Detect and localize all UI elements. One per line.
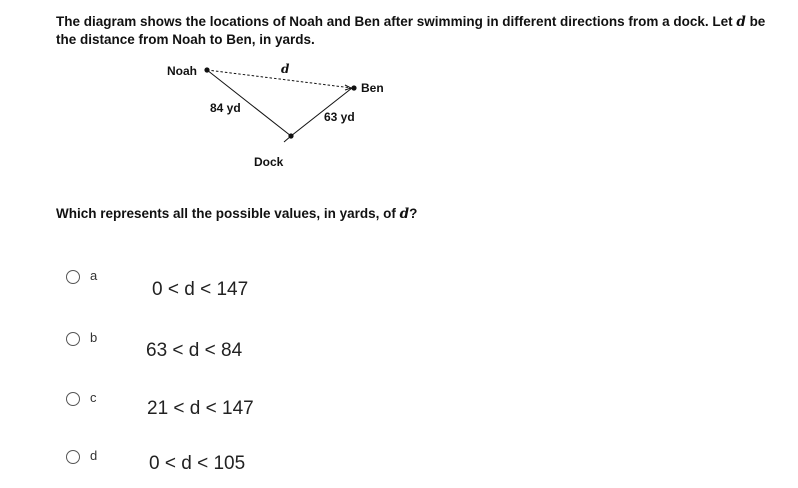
ben-point bbox=[351, 85, 356, 90]
radio-button-b[interactable] bbox=[66, 332, 80, 346]
choice-letter-d: d bbox=[90, 448, 98, 463]
choice-answer-c: 21 < d < 147 bbox=[147, 398, 254, 419]
question-text-start: The diagram shows the locations of Noah and Ben after swimming in different directions from a dock. Let bbox=[56, 14, 737, 29]
prompt-text-start: Which represents all the possible values, in yards, of bbox=[56, 206, 400, 221]
radio-button-d[interactable] bbox=[66, 450, 80, 464]
swim-diagram bbox=[0, 0, 798, 200]
dock-label: Dock bbox=[254, 155, 284, 169]
prompt-text bbox=[56, 206, 417, 222]
choice-answer-d: 0 < d < 105 bbox=[149, 453, 246, 474]
dock-point bbox=[288, 133, 293, 138]
choice-answer-a: 0 < d < 147 bbox=[152, 279, 249, 300]
choice-answer-b: 63 < d < 84 bbox=[146, 340, 243, 361]
choice-letter-a: a bbox=[90, 268, 98, 283]
choice-d[interactable] bbox=[60, 448, 460, 488]
noah-ben-dashed-line bbox=[207, 70, 352, 88]
radio-button-a[interactable] bbox=[66, 270, 80, 284]
choice-b[interactable] bbox=[60, 330, 460, 370]
choice-a[interactable] bbox=[60, 268, 460, 308]
choice-letter-c: c bbox=[90, 390, 97, 405]
ben-label: Ben bbox=[361, 81, 384, 95]
noah-label: Noah bbox=[167, 64, 197, 78]
ben-dock-distance-label: 63 yd bbox=[324, 110, 355, 124]
prompt-variable: d bbox=[399, 206, 410, 222]
noah-dock-distance-label: 84 yd bbox=[210, 101, 241, 115]
radio-button-c[interactable] bbox=[66, 392, 80, 406]
choice-c[interactable] bbox=[60, 390, 460, 430]
prompt-text-end: ? bbox=[409, 206, 418, 221]
question-variable: d bbox=[736, 14, 746, 30]
d-label: d bbox=[281, 62, 290, 76]
noah-point bbox=[204, 67, 209, 72]
choice-letter-b: b bbox=[90, 330, 98, 345]
question-text-end: be the distance from Noah to Ben, in yards. bbox=[56, 14, 766, 47]
